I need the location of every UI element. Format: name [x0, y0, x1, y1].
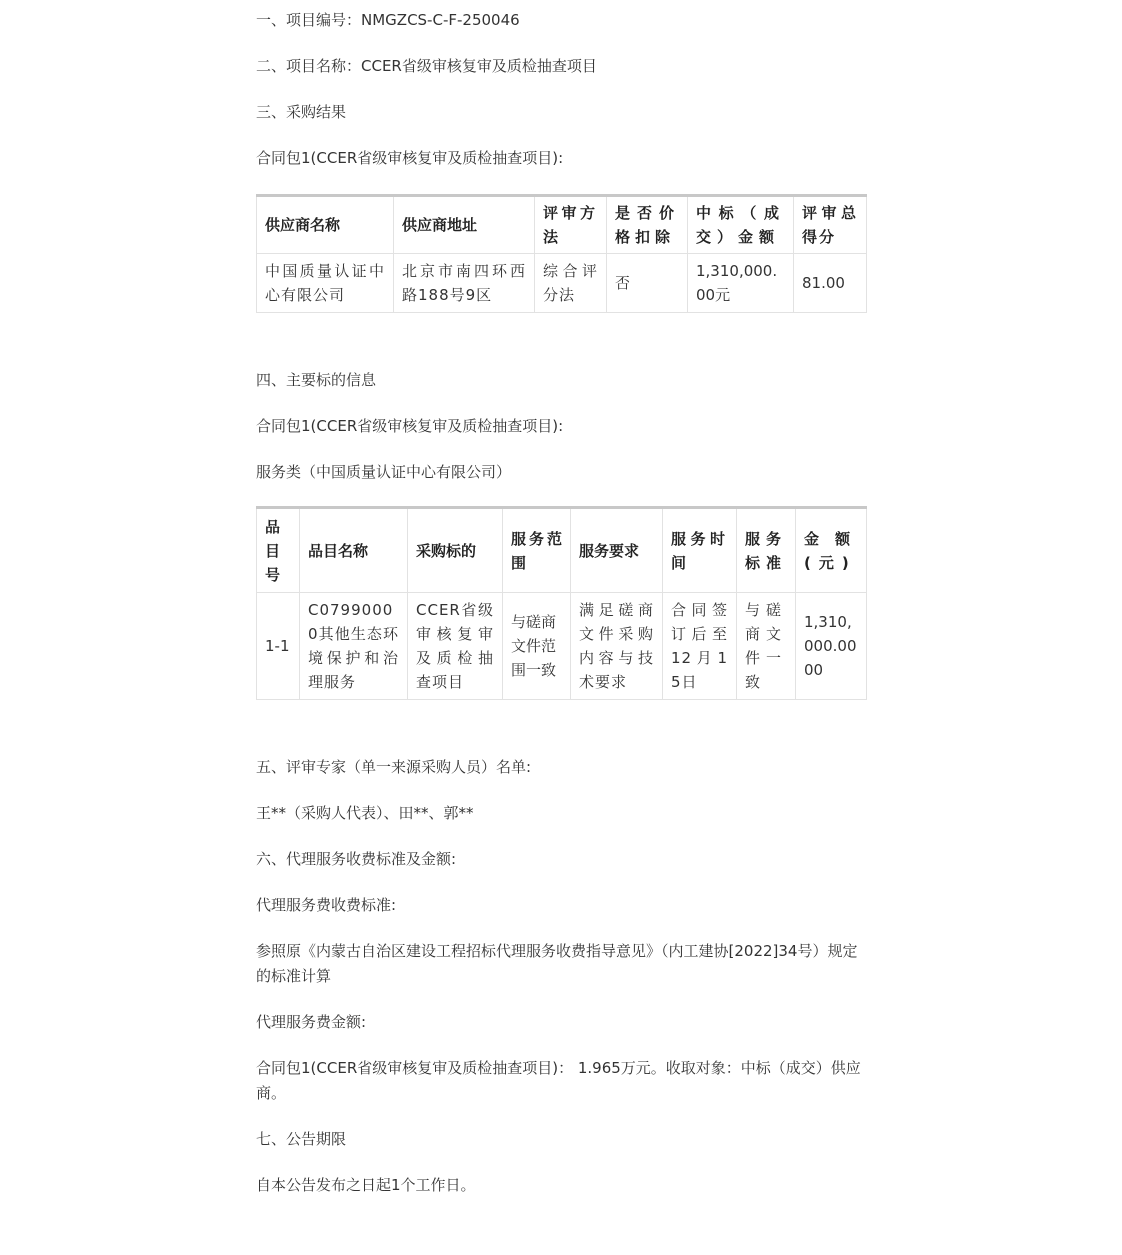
header-supplier-name: 供应商名称 [257, 196, 394, 254]
cell-service-standard: 与磋商文件一致 [737, 593, 796, 700]
header-service-requirement: 服务要求 [571, 508, 663, 593]
table-header-row [257, 196, 867, 254]
agency-fee-standard-label: 代理服务费收费标准: [256, 896, 397, 914]
header-service-time: 服务时间 [663, 508, 737, 593]
agency-fee-amount-label: 代理服务费金额: [256, 1013, 367, 1031]
header-award-amount: 中标（成交）金额 [688, 196, 794, 254]
header-procurement-subject: 采购标的 [408, 508, 503, 593]
table-row [257, 254, 867, 313]
procurement-result-table [256, 194, 867, 313]
header-supplier-address: 供应商地址 [394, 196, 535, 254]
cell-supplier-name: 中国质量认证中心有限公司 [257, 254, 394, 313]
cell-item-number: 1-1 [257, 593, 300, 700]
section-announcement-period-heading: 七、公告期限 [256, 1130, 347, 1148]
cell-total-score: 81.00 [794, 254, 867, 313]
cell-procurement-subject: CCER省级审核复审及质检抽查项目 [408, 593, 503, 700]
cell-award-amount: 1,310,000.00元 [688, 254, 794, 313]
header-total-score: 评审总得分 [794, 196, 867, 254]
agency-fee-amount-text: 合同包1(CCER省级审核复审及质检抽查项目)： 1.965万元。收取对象：中标（成交）供应商。 [256, 1059, 861, 1102]
announcement-period-text: 自本公告发布之日起1个工作日。 [256, 1176, 476, 1194]
cell-price-deduction: 否 [607, 254, 688, 313]
main-subject-table [256, 506, 867, 700]
section-experts-heading: 五、评审专家（单一来源采购人员）名单: [256, 758, 532, 776]
cell-supplier-address: 北京市南四环西路188号9区 [394, 254, 535, 313]
section-project-name: 二、项目名称：CCER省级审核复审及质检抽查项目 [256, 57, 597, 75]
expert-names: 王**（采购人代表）、田**、郭** [256, 804, 474, 822]
header-evaluation-method: 评审方法 [535, 196, 607, 254]
header-amount: 金额(元) [796, 508, 867, 593]
cell-evaluation-method: 综合评分法 [535, 254, 607, 313]
table-row [257, 593, 867, 700]
contract-package-label: 合同包1(CCER省级审核复审及质检抽查项目): [256, 417, 564, 435]
header-service-standard: 服务标准 [737, 508, 796, 593]
cell-service-scope: 与磋商文件范围一致 [503, 593, 571, 700]
header-service-scope: 服务范围 [503, 508, 571, 593]
table-header-row [257, 508, 867, 593]
agency-fee-standard-text: 参照原《内蒙古自治区建设工程招标代理服务收费指导意见》（内工建协[2022]34号）规定的标准计算 [256, 942, 858, 985]
contract-package-label: 合同包1(CCER省级审核复审及质检抽查项目): [256, 149, 564, 167]
header-item-name: 品目名称 [300, 508, 408, 593]
section-agency-fee-heading: 六、代理服务收费标准及金额: [256, 850, 457, 868]
cell-service-requirement: 满足磋商文件采购内容与技术要求 [571, 593, 663, 700]
section-procurement-result-heading: 三、采购结果 [256, 103, 347, 121]
header-price-deduction: 是否价格扣除 [607, 196, 688, 254]
section-project-number: 一、项目编号：NMGZCS-C-F-250046 [256, 11, 520, 29]
cell-amount: 1,310,000.0000 [796, 593, 867, 700]
cell-service-time: 合同签订后至12月15日 [663, 593, 737, 700]
service-category-label: 服务类（中国质量认证中心有限公司） [256, 463, 512, 481]
cell-item-name: C07990000其他生态环境保护和治理服务 [300, 593, 408, 700]
header-item-number: 品目号 [257, 508, 300, 593]
section-main-subject-heading: 四、主要标的信息 [256, 371, 377, 389]
